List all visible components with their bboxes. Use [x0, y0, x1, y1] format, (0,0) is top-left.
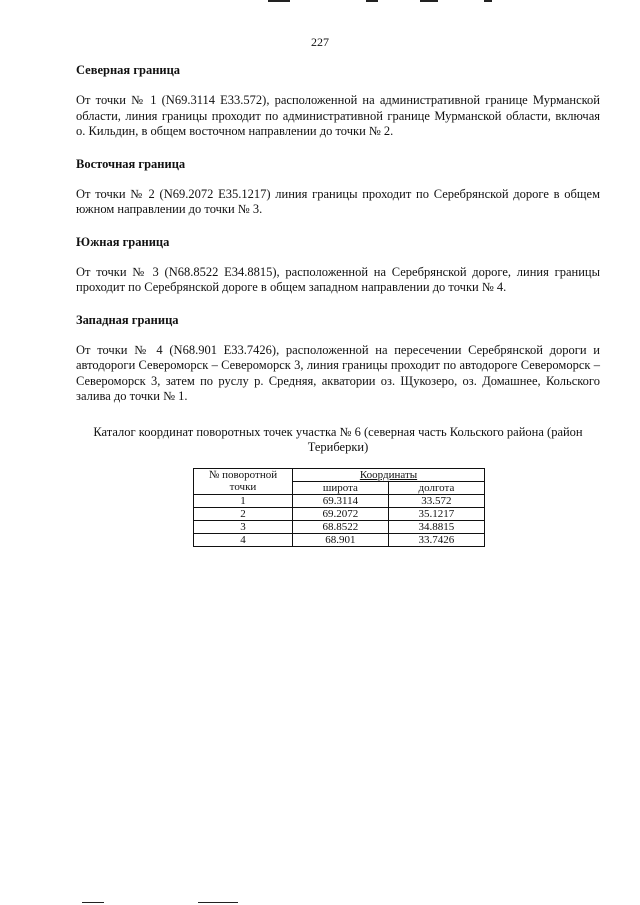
cell-point: 1: [194, 494, 293, 507]
scan-artifact-top-3: [420, 0, 438, 2]
coordinates-table: [193, 468, 485, 547]
section-south-border: [76, 235, 600, 296]
cell-longitude: 33.572: [388, 494, 484, 507]
cell-latitude: 68.901: [293, 533, 389, 546]
cell-point: 4: [194, 533, 293, 546]
section-text: От точки № 2 (N69.2072 E35.1217) линия границы проходит по Серебрянской дороге в общем южном направлении до точки № 3.: [76, 186, 600, 216]
section-heading: Восточная граница: [76, 156, 186, 171]
cell-longitude: 35.1217: [388, 507, 484, 520]
scan-artifact-top-1: [268, 0, 290, 2]
scan-artifact-bottom-1: [82, 902, 104, 903]
cell-point: 2: [194, 507, 293, 520]
column-header-longitude: долгота: [388, 481, 484, 494]
section-west-border: [76, 313, 600, 405]
cell-point: 3: [194, 520, 293, 533]
section-north-border: [76, 63, 600, 140]
cell-longitude: 34.8815: [388, 520, 484, 533]
cell-longitude: 33.7426: [388, 533, 484, 546]
cell-latitude: 69.3114: [293, 494, 389, 507]
column-header-point: № поворотной точки: [194, 468, 293, 494]
section-text: От точки № 1 (N69.3114 E33.572), расположенной на административной границе Мурманской области, линия границы проходит по административной границе Мурманской области, включая о. Кильдин, в общем восточном направлении до точки № 2.: [76, 93, 600, 138]
table-header-row: [194, 468, 485, 481]
cell-latitude: 69.2072: [293, 507, 389, 520]
section-heading: Южная граница: [76, 234, 170, 249]
table-row: [194, 533, 485, 546]
table-row: [194, 507, 485, 520]
scan-artifact-top-2: [366, 0, 378, 2]
section-heading: Западная граница: [76, 312, 179, 327]
section-east-border: [76, 157, 600, 218]
table-row: [194, 494, 485, 507]
section-text: От точки № 4 (N68.901 E33.7426), расположенной на пересечении Серебрянской дороги и автодороги Североморск – Североморск 3, линия границы проходит по автодороге Североморск – Североморск 3, затем по руслу р. Средняя, акватории оз. Щукозеро, оз. Домашнее, Кольского залива до точки № 1.: [76, 342, 600, 403]
table-caption-line-1: Каталог координат поворотных точек участка № 6 (северная часть Кольского района (район: [93, 424, 583, 439]
scan-artifact-top-4: [484, 0, 492, 2]
table-row: [194, 520, 485, 533]
scan-artifact-bottom-2: [198, 902, 238, 903]
column-header-latitude: широта: [293, 481, 389, 494]
column-header-coordinates-label: Координаты: [359, 468, 418, 481]
section-heading: Северная граница: [76, 63, 181, 77]
document-body: [76, 63, 600, 547]
table-caption: [76, 425, 600, 456]
cell-latitude: 68.8522: [293, 520, 389, 533]
section-text: От точки № 3 (N68.8522 E34.8815), расположенной на Серебрянской дороге, линия границы проходит по Серебрянской дороге в общем западном направлении до точки № 4.: [76, 264, 600, 294]
table-caption-line-2: Териберки): [307, 440, 369, 454]
column-header-coordinates: [293, 468, 485, 481]
page-number: 227: [311, 35, 329, 49]
